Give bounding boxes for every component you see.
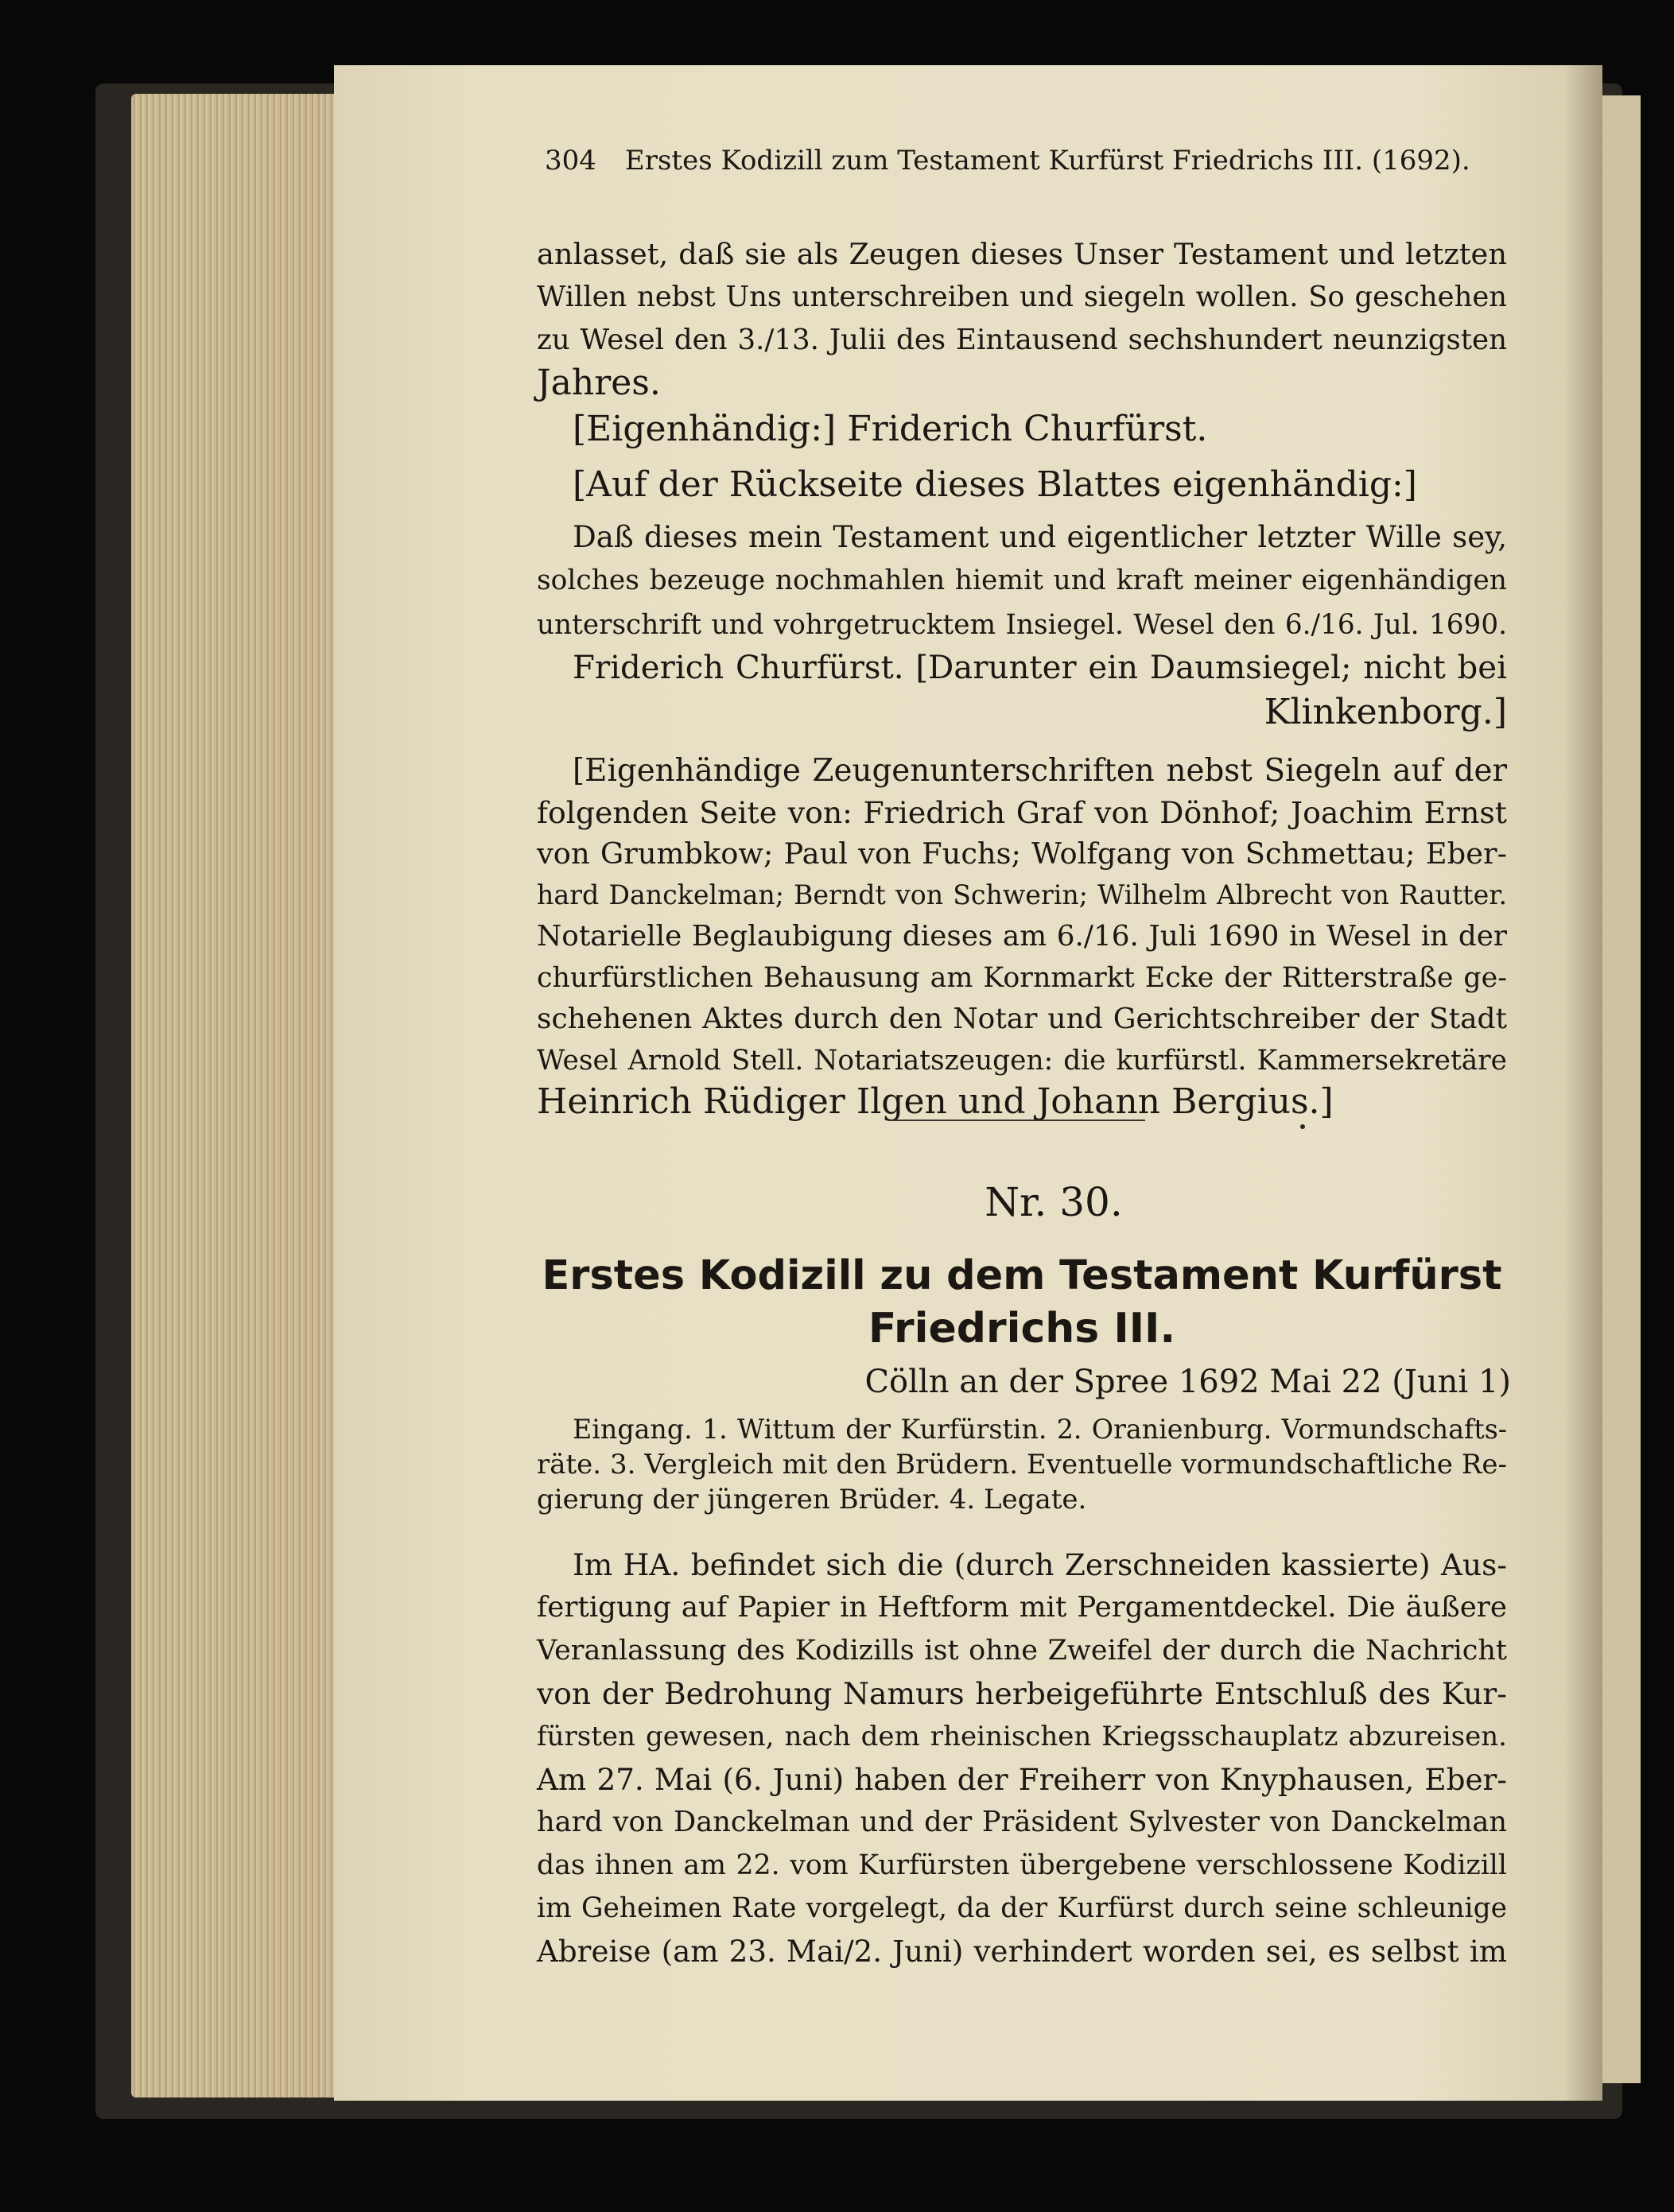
reverse-note: [Auf der Rückseite dieses Blattes eigenhändig:] bbox=[573, 464, 1417, 505]
text-line: Abreise (am 23. Mai/2. Juni) verhindert worden sei, es selbst im bbox=[537, 1934, 1507, 1969]
page-number: 304 bbox=[545, 145, 596, 177]
text-line: solches bezeuge nochmahlen hiemit und kraft meiner eigenhändigen bbox=[537, 565, 1507, 596]
text-line: Jahres. bbox=[537, 363, 661, 403]
text-line: anlasset, daß sie als Zeugen dieses Unser Testament und letzten bbox=[537, 237, 1507, 271]
document-title: Friedrichs III. bbox=[868, 1305, 1176, 1352]
summary-line: räte. 3. Vergleich mit den Brüdern. Eventuelle vormundschaftliche Re- bbox=[537, 1449, 1507, 1480]
signature-line: Friderich Churfürst. [Darunter ein Daumsiegel; nicht bei bbox=[573, 650, 1507, 686]
text-line: Veranlassung des Kodizills ist ohne Zweifel der durch die Nachricht bbox=[537, 1634, 1507, 1667]
book-page bbox=[334, 65, 1602, 2101]
section-divider bbox=[891, 1120, 1145, 1121]
text-line: Im HA. befindet sich die (durch Zerschneiden kassierte) Aus- bbox=[573, 1547, 1507, 1582]
text-line: fürsten gewesen, nach dem rheinischen Kriegsschauplatz abzureisen. bbox=[537, 1721, 1507, 1752]
text-line: hard von Danckelman und der Präsident Sylvester von Danckelman bbox=[537, 1806, 1507, 1838]
text-line: fertigung auf Papier in Heftform mit Pergamentdeckel. Die äußere bbox=[537, 1591, 1507, 1624]
running-title: Erstes Kodizill zum Testament Kurfürst Friedrichs III. (1692). bbox=[624, 145, 1470, 177]
text-line: hard Danckelman; Berndt von Schwerin; Wilhelm Albrecht von Rautter. bbox=[537, 879, 1507, 910]
text-line: Willen nebst Uns unterschreiben und siegeln wollen. So geschehen bbox=[537, 281, 1507, 313]
text-line: [Eigenhändige Zeugenunterschriften nebst Siegeln auf der bbox=[573, 753, 1507, 789]
signature-line: Klinkenborg.] bbox=[1264, 692, 1507, 732]
text-line: Daß dieses mein Testament und eigentlicher letzter Wille sey, bbox=[573, 520, 1507, 554]
signature-line: [Eigenhändig:] Friderich Churfürst. bbox=[573, 409, 1208, 449]
running-head bbox=[545, 143, 1507, 178]
summary-line: gierung der jüngeren Brüder. 4. Legate. bbox=[537, 1484, 1087, 1515]
text-line: im Geheimen Rate vorgelegt, da der Kurfürst durch seine schleunige bbox=[537, 1892, 1507, 1924]
document-number: Nr. 30. bbox=[985, 1179, 1123, 1225]
text-line: von der Bedrohung Namurs herbeigeführte Entschluß des Kur- bbox=[537, 1676, 1507, 1711]
text-line: Notarielle Beglaubigung dieses am 6./16. Juli 1690 in Wesel in der bbox=[537, 920, 1507, 953]
text-line: Am 27. Mai (6. Juni) haben der Freiherr von Knyphausen, Eber- bbox=[537, 1762, 1507, 1797]
text-line: zu Wesel den 3./13. Julii des Eintausend sechshundert neunzigsten bbox=[537, 324, 1507, 356]
page-edges bbox=[131, 94, 354, 2098]
text-line: Wesel Arnold Stell. Notariatszeugen: die kurfürstl. Kammersekretäre bbox=[537, 1045, 1507, 1077]
text-line: churfürstlichen Behausung am Kornmarkt Ecke der Ritterstraße ge- bbox=[537, 962, 1507, 994]
text-line: Heinrich Rüdiger Ilgen und Johann Bergius.] bbox=[537, 1081, 1334, 1122]
summary-line: Eingang. 1. Wittum der Kurfürstin. 2. Oranienburg. Vormundschafts- bbox=[573, 1414, 1507, 1445]
facing-page-edge bbox=[1600, 95, 1641, 2083]
document-title: Erstes Kodizill zu dem Testament Kurfürst bbox=[542, 1252, 1502, 1299]
text-line: unterschrift und vohrgetrucktem Insiegel. Wesel den 6./16. Jul. 1690. bbox=[537, 609, 1507, 641]
text-line: von Grumbkow; Paul von Fuchs; Wolfgang von Schmettau; Eber- bbox=[537, 836, 1507, 871]
dateline: Cölln an der Spree 1692 Mai 22 (Juni 1) bbox=[864, 1364, 1511, 1400]
text-line: das ihnen am 22. vom Kurfürsten übergebene verschlossene Kodizill bbox=[537, 1849, 1507, 1881]
ink-speck bbox=[1300, 1124, 1305, 1129]
text-line: schehenen Aktes durch den Notar und Gerichtschreiber der Stadt bbox=[537, 1003, 1507, 1035]
text-line: folgenden Seite von: Friedrich Graf von Dönhof; Joachim Ernst bbox=[537, 795, 1507, 830]
